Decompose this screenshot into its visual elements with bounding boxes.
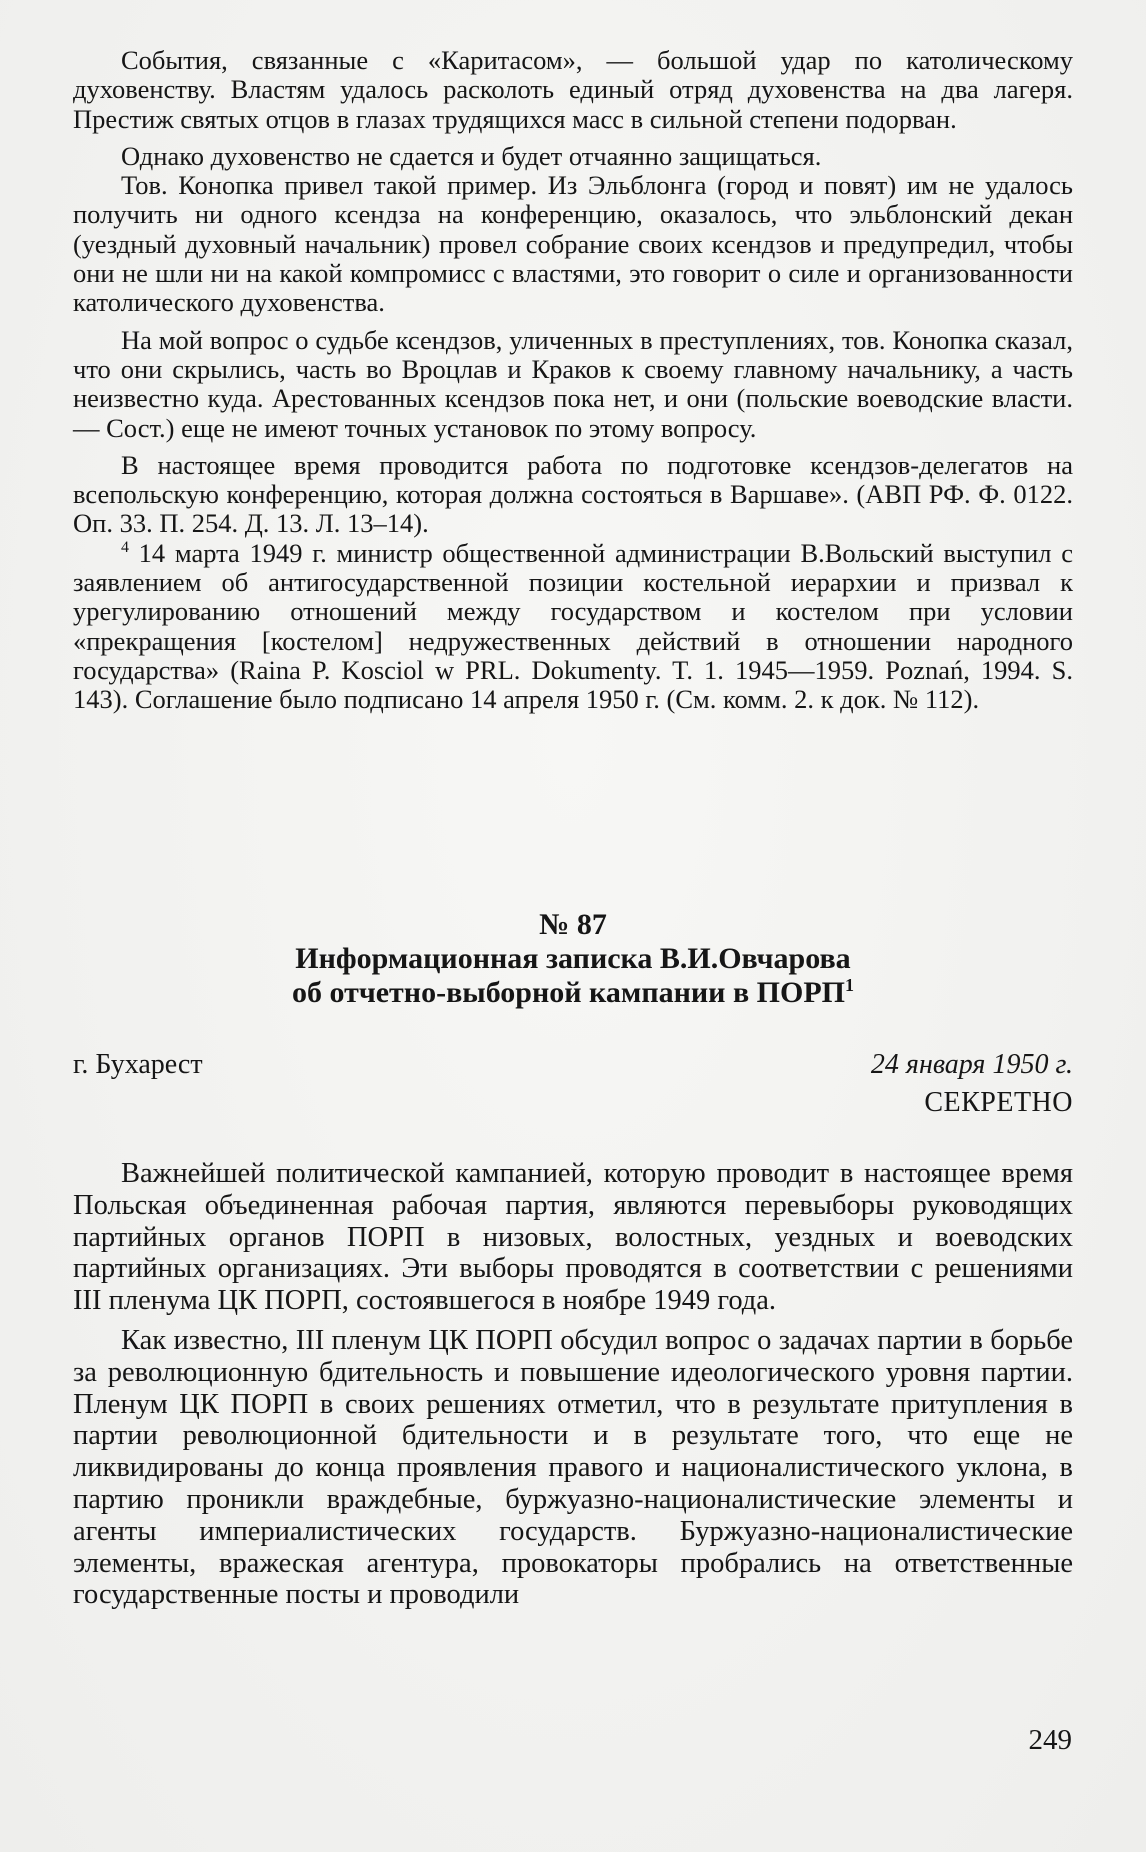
date: 24 января 1950 г.: [870, 1049, 1073, 1080]
paragraph: Важнейшей политической кампанией, которую проводит в настоящее время Польская объединенная рабочая партия, являются перевыборы руководящих партийных органов ПОРП в низовых, волостных, уездных и воеводских партийных организациях. Эти выборы проводятся в соответствии с решениями III пленума ЦК ПОРП, состоявшегося в ноябре 1949 года.: [73, 1158, 1073, 1317]
paragraph: В настоящее время проводится работа по подготовке ксендзов-делегатов на всепольскую конференцию, которая должна состояться в Варшаве». (АВП РФ. Ф. 0122. Оп. 33. П. 254. Д. 13. Л. 13–14).: [73, 449, 1073, 539]
title-line-2: об отчетно-выборной кампании в ПОРП$^1$: [291, 975, 854, 1009]
paragraph: Тов. Конопка привел такой пример. Из Эльблонга (город и повят) им не удалось получить ни одного ксендза на конференцию, оказалось, что эльблонский декан (уездный духовный начальник) провел собрание своих ксендзов и предупредил, чтобы они не шли ни на какой компромисс с властями, это говорит о силе и организованности католического духовенства.: [73, 170, 1073, 318]
previous-document-continuation: [73, 46, 1073, 715]
footnote-mark: 4: [121, 538, 129, 556]
classification-stamp: СЕКРЕТНО: [924, 1087, 1073, 1118]
paragraph: События, связанные с «Каритасом», — большой удар по католическому духовенству. Властям удалось расколоть единый отряд духовенства на два лагеря. Престиж святых отцов в глазах трудящихся масс в сильной степени подорван.: [73, 45, 1073, 134]
footnote-text: 14 марта 1949 г. министр общественной администрации В.Вольский выступил с заявлением об антигосударственной позиции костельной иерархии и призвал к урегулированию отношений между государством и костелом при условии «прекращения [костелом] недружественных действий в отношении народного государства» (Raina P. Kosciol w PRL. Dokumenty. T. 1. 1945—1959. Poznań, 1994. S. 143). Соглашение было подписано 14 апреля 1950 г. (См. комм. 2. к док. № 112).: [73, 537, 1073, 715]
place: г. Бухарест: [73, 1049, 203, 1080]
page-number: 249: [1028, 1724, 1072, 1756]
footnote: [73, 539, 1073, 715]
document-body: [73, 1158, 1073, 1619]
paragraph: Как известно, III пленум ЦК ПОРП обсудил вопрос о задачах партии в борьбе за революционную бдительность и повышение идеологического уровня партии. Пленум ЦК ПОРП в своих решениях отметил, что в результате притупления в партии революционной бдительности и в результате того, что еще не ликвидированы до конца проявления правого и националистического уклона, в партию проникли враждебные, буржуазно-националистические элементы и агенты империалистических государств. Буржуазно-националистические элементы, вражеская агентура, провокаторы пробрались на ответственные государственные посты и проводили: [73, 1324, 1073, 1611]
document-number: № 87: [539, 908, 607, 941]
document-title: [73, 942, 1073, 1010]
title-note-mark: 1: [845, 975, 854, 995]
paragraph: На мой вопрос о судьбе ксендзов, уличенных в преступлениях, тов. Конопка сказал, что они скрылись, часть во Вроцлав и Краков к своему главному начальнику, а часть неизвестно куда. Арестованных ксендзов пока нет, и они (польские воеводские власти. — Сост.) еще не имеют точных установок по этому вопросу.: [73, 324, 1073, 443]
title-line-1: Информационная записка В.И.Овчарова: [295, 942, 851, 975]
paragraph: Однако духовенство не сдается и будет отчаянно защищаться.: [121, 140, 822, 171]
